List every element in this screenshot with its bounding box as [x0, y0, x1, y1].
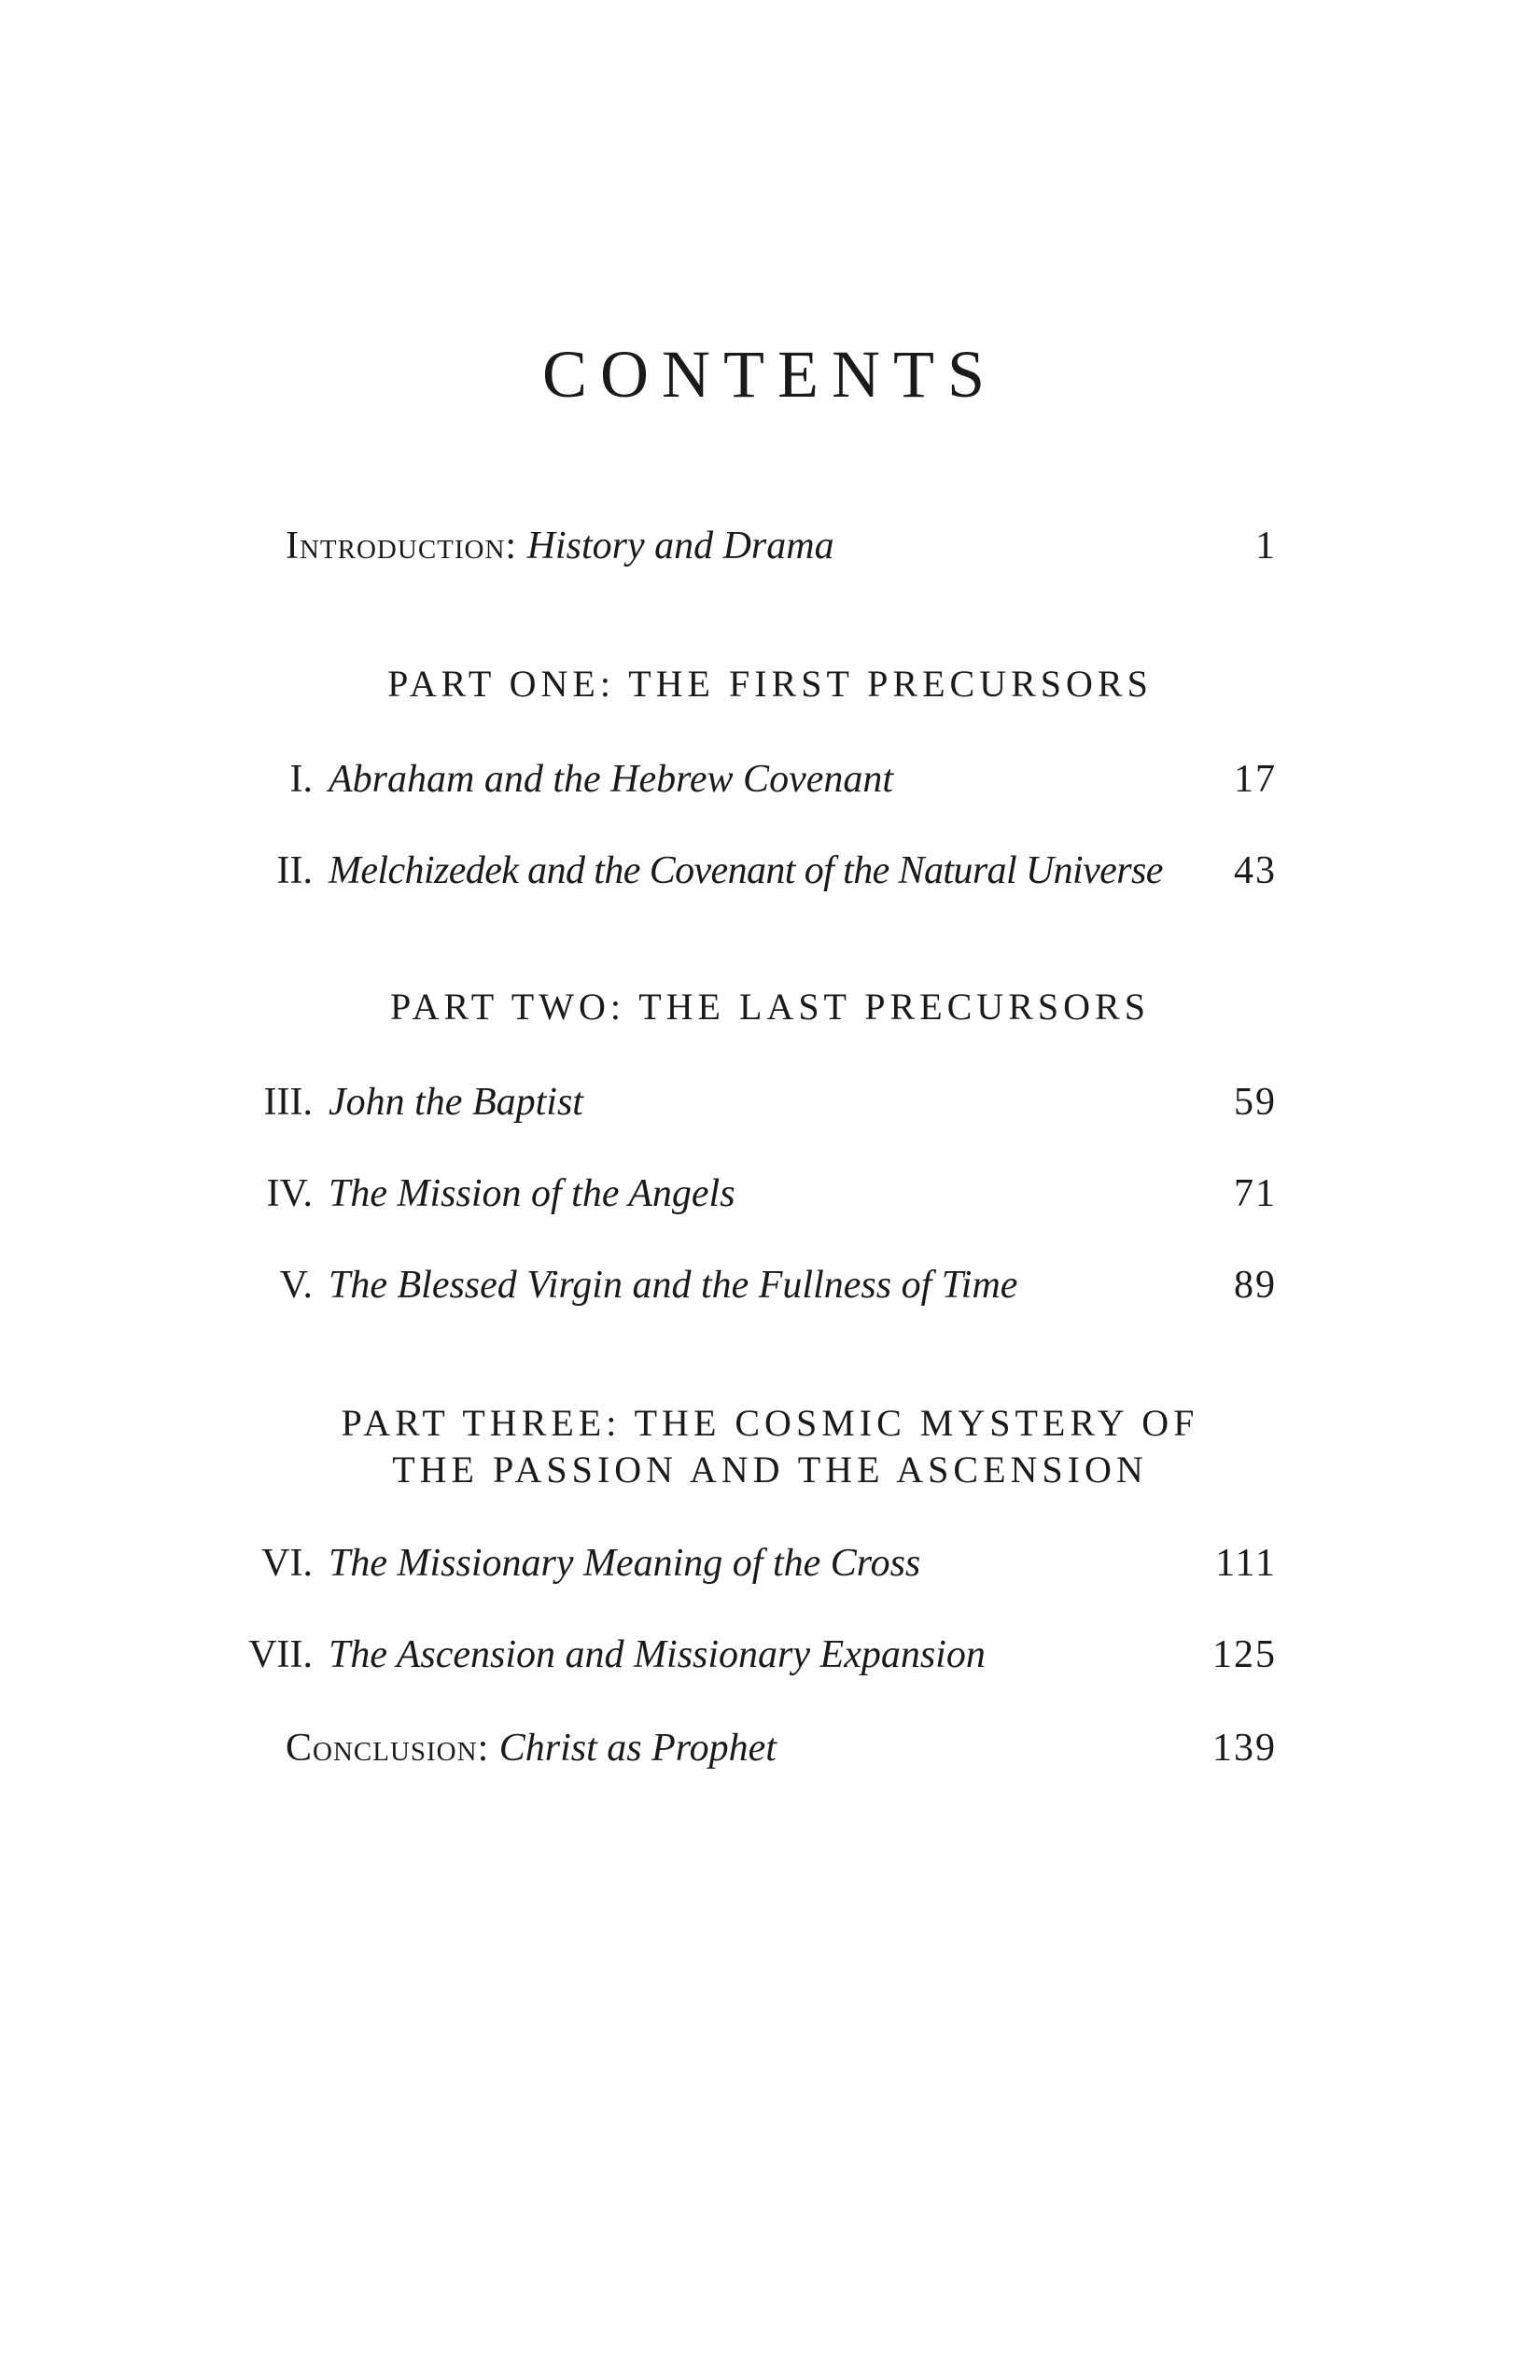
entry-text	[286, 1720, 777, 1776]
chapter-number: I.	[289, 758, 313, 801]
part-heading-line: PART TWO: THE LAST PRECURSORS	[390, 986, 1150, 1028]
chapter-title: The Mission of the Angels	[329, 1172, 735, 1215]
entry-title: Christ as Prophet	[498, 1727, 777, 1770]
chapter-number: IV.	[266, 1172, 313, 1215]
entry-text	[286, 518, 834, 574]
page-number: 139	[1212, 1727, 1277, 1770]
chapter-title: The Missionary Meaning of the Cross	[329, 1542, 921, 1585]
entry-title: History and Drama	[526, 525, 834, 567]
part-heading-one	[0, 661, 1540, 707]
entry-label: Conclusion:	[286, 1727, 490, 1770]
chapter-title: Melchizedek and the Covenant of the Natural Universe	[329, 849, 1163, 892]
toc-entry-chapter-1[interactable]	[0, 751, 1540, 807]
chapter-number: II.	[276, 849, 313, 892]
entry-label: Introduction:	[286, 525, 518, 567]
chapter-number: VII.	[248, 1633, 313, 1676]
page-number: 1	[1255, 525, 1277, 567]
page-title: CONTENTS	[542, 337, 998, 412]
page-number: 59	[1234, 1081, 1277, 1124]
page-number: 43	[1234, 849, 1277, 892]
toc-entry-chapter-3[interactable]	[0, 1074, 1540, 1130]
part-heading-line: PART ONE: THE FIRST PRECURSORS	[387, 663, 1153, 705]
toc-entry-chapter-4[interactable]	[0, 1166, 1540, 1222]
page-number: 17	[1234, 758, 1277, 801]
chapter-title: The Blessed Virgin and the Fullness of Time	[329, 1264, 1018, 1307]
page-number: 111	[1215, 1542, 1277, 1585]
toc-entry-chapter-2[interactable]	[0, 843, 1540, 899]
part-heading-line: THE PASSION AND THE ASCENSION	[392, 1449, 1148, 1491]
chapter-title: John the Baptist	[329, 1081, 583, 1124]
chapter-number: III.	[263, 1081, 313, 1124]
part-heading-three	[0, 1400, 1540, 1493]
part-heading-two	[0, 984, 1540, 1030]
chapter-number: VI.	[261, 1542, 313, 1585]
chapter-title: The Ascension and Missionary Expansion	[329, 1633, 986, 1676]
chapter-number: V.	[279, 1264, 313, 1307]
toc-entry-chapter-7[interactable]	[0, 1627, 1540, 1683]
part-heading-line: PART THREE: THE COSMIC MYSTERY OF	[341, 1402, 1199, 1444]
toc-entry-chapter-6[interactable]	[0, 1535, 1540, 1591]
toc-entry-chapter-5[interactable]	[0, 1257, 1540, 1313]
page-number: 71	[1234, 1172, 1277, 1215]
page-number: 125	[1212, 1633, 1277, 1676]
toc-entry-introduction[interactable]	[0, 518, 1540, 574]
toc-entry-conclusion[interactable]	[0, 1720, 1540, 1776]
chapter-title: Abraham and the Hebrew Covenant	[329, 758, 894, 801]
page-number: 89	[1234, 1264, 1277, 1307]
